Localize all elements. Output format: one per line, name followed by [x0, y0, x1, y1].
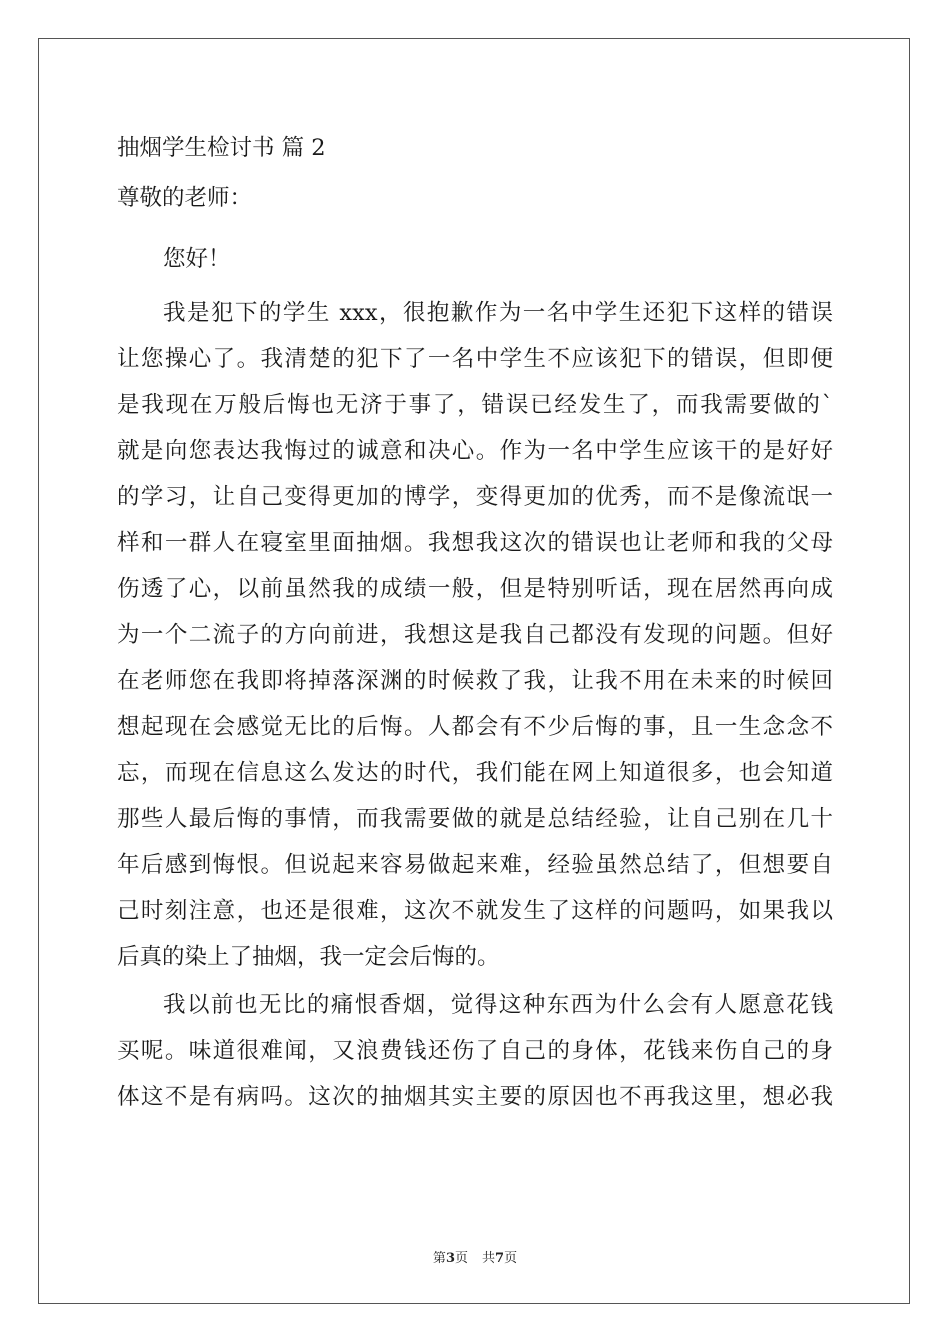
total-pages-number: 7	[495, 1251, 505, 1266]
paragraph-line: 体这不是有病吗。这次的抽烟其实主要的原因也不再我这里，想必我	[117, 1084, 833, 1110]
paragraph-1	[117, 290, 833, 980]
paragraph-line: 为一个二流子的方向前进，我想这是我自己都没有发现的问题。但好	[117, 622, 833, 648]
paragraph-line: 是我现在万般后悔也无济于事了，错误已经发生了，而我需要做的`	[117, 392, 833, 418]
paragraph-line: 己时刻注意，也还是很难，这次不就发生了这样的问题吗，如果我以	[117, 898, 833, 924]
greeting: 您好！	[163, 246, 231, 272]
paragraph-line: 那些人最后悔的事情，而我需要做的就是总结经验，让自己别在几十	[117, 806, 833, 832]
document-body	[117, 128, 833, 1120]
paragraph-line: 的学习，让自己变得更加的博学，变得更加的优秀，而不是像流氓一	[117, 484, 833, 510]
paragraph-line: 伤透了心，以前虽然我的成绩一般，但是特别听话，现在居然再向成	[117, 576, 833, 602]
paragraph-line: 后真的染上了抽烟，我一定会后悔的。	[117, 944, 500, 970]
paragraph-line: 就是向您表达我悔过的诚意和决心。作为一名中学生应该干的是好好	[117, 438, 833, 464]
current-page-number: 3	[445, 1251, 455, 1266]
paragraph-line: 我以前也无比的痛恨香烟，觉得这种东西为什么会有人愿意花钱	[163, 992, 833, 1018]
document-title: 抽烟学生检讨书 篇 2	[117, 135, 326, 161]
paragraph-line: 买呢。味道很难闻，又浪费钱还伤了自己的身体，花钱来伤自己的身	[117, 1038, 833, 1064]
paragraph-line: 在老师您在我即将掉落深渊的时候救了我，让我不用在未来的时候回	[117, 668, 833, 694]
paragraph-2	[117, 982, 833, 1120]
paragraph-line: 年后感到悔恨。但说起来容易做起来难，经验虽然总结了，但想要自	[117, 852, 833, 878]
total-label-prefix: 共	[482, 1251, 496, 1266]
paragraph-line: 样和一群人在寝室里面抽烟。我想我这次的错误也让老师和我的父母	[117, 530, 833, 556]
page-label-suffix: 页	[454, 1251, 468, 1266]
paragraph-line: 想起现在会感觉无比的后悔。人都会有不少后悔的事，且一生念念不	[117, 714, 833, 740]
paragraph-line: 忘，而现在信息这么发达的时代，我们能在网上知道很多，也会知道	[117, 760, 833, 786]
page-label-prefix: 第	[432, 1251, 446, 1266]
salutation: 尊敬的老师：	[117, 185, 253, 211]
page-footer	[0, 1247, 950, 1266]
total-label-suffix: 页	[504, 1251, 518, 1266]
paragraph-line: 我是犯下的学生 xxx，很抱歉作为一名中学生还犯下这样的错误	[163, 300, 833, 326]
paragraph-line: 让您操心了。我清楚的犯下了一名中学生不应该犯下的错误，但即便	[117, 346, 833, 372]
